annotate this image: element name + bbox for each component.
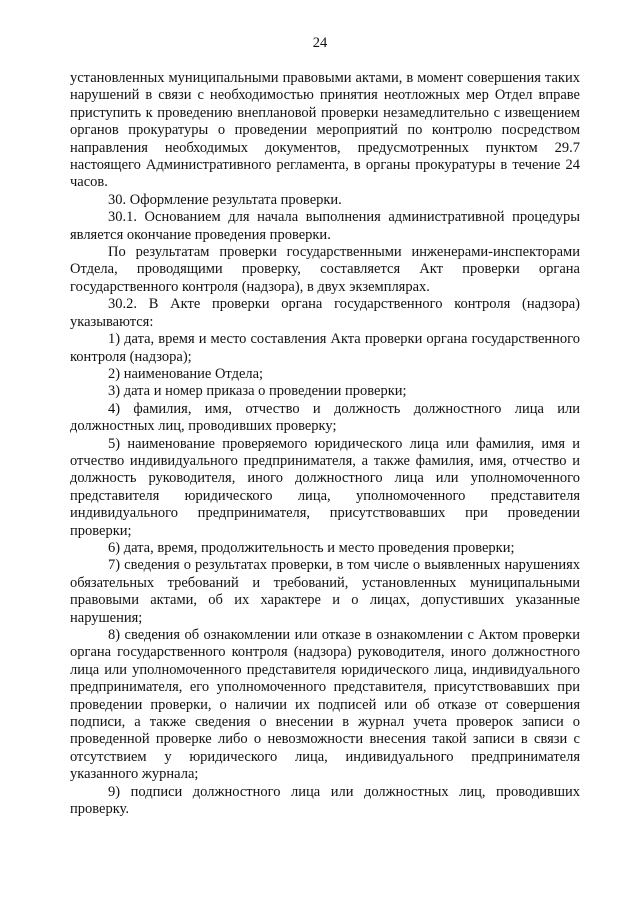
list-item-3: 3) дата и номер приказа о проведении проверки;	[108, 383, 407, 400]
list-item-7: 7) сведения о результатах проверки, в том числе о выявленных нарушениях обязательных требований и требований, установленных муниципальными правовыми актами, об их характере и о лицах, допустивших указанные нарушения;	[70, 557, 580, 626]
paragraph-section-30-1: 30.1. Основанием для начала выполнения административной процедуры является окончание проведения проверки.	[70, 209, 580, 243]
paragraph-section-30: 30. Оформление результата проверки.	[108, 191, 342, 208]
list-item-9: 9) подписи должностного лица или должностных лиц, проводивших проверку.	[70, 783, 580, 818]
paragraph-results: По результатам проверки государственными инженерами-инспекторами Отдела, проводящими проверку, составляется Акт проверки органа государственного контроля (надзора), в двух экземплярах.	[70, 244, 580, 295]
paragraph-section-30-2: 30.2. В Акте проверки органа государственного контроля (надзора) указываются:	[70, 296, 580, 330]
paragraph-continuation: установленных муниципальными правовыми актами, в момент совершения таких нарушений в связи с необходимостью принятия неотложных мер Отдел вправе приступить к проведению внеплановой проверки незамедлительно с извещением органов прокуратуры о проведении мероприятий по контролю посредством направления необходимых документов, предусмотренных пунктом 29.7 настоящего Административного регламента, в органы прокуратуры в течение 24 часов.	[70, 70, 580, 191]
list-item-1: 1) дата, время и место составления Акта проверки органа государственного контроля (надзора);	[70, 331, 580, 365]
page-number: 24	[312, 35, 328, 51]
list-item-8: 8) сведения об ознакомлении или отказе в ознакомлении с Актом проверки органа государственного контроля (надзора) руководителя, иного должностного лица или уполномоченного представителя юридического лица, индивидуального предпринимателя, его уполномоченного представителя, присутствовавших при проведении проверки, о наличии их подписей или об отказе от совершения подписи, а также сведения о внесении в журнал учета проверок записи о проведенной проверке либо о невозможности внесения такой записи в связи с отсутствием у юридического лица, индивидуального предпринимателя указанного журнала;	[70, 627, 580, 783]
list-item-2: 2) наименование Отдела;	[108, 365, 264, 382]
document-body	[70, 70, 580, 818]
list-item-5: 5) наименование проверяемого юридического лица или фамилия, имя и отчество индивидуального предпринимателя, а также фамилия, имя, отчество и должность руководителя, иного должностного лица или уполномоченного представителя юридического лица, уполномоченного представителя индивидуального предпринимателя, присутствовавших при проведении проверки;	[70, 435, 580, 539]
list-item-6: 6) дата, время, продолжительность и место проведения проверки;	[108, 539, 515, 556]
list-item-4: 4) фамилия, имя, отчество и должность должностного лица или должностных лиц, проводивших проверку;	[70, 400, 580, 435]
